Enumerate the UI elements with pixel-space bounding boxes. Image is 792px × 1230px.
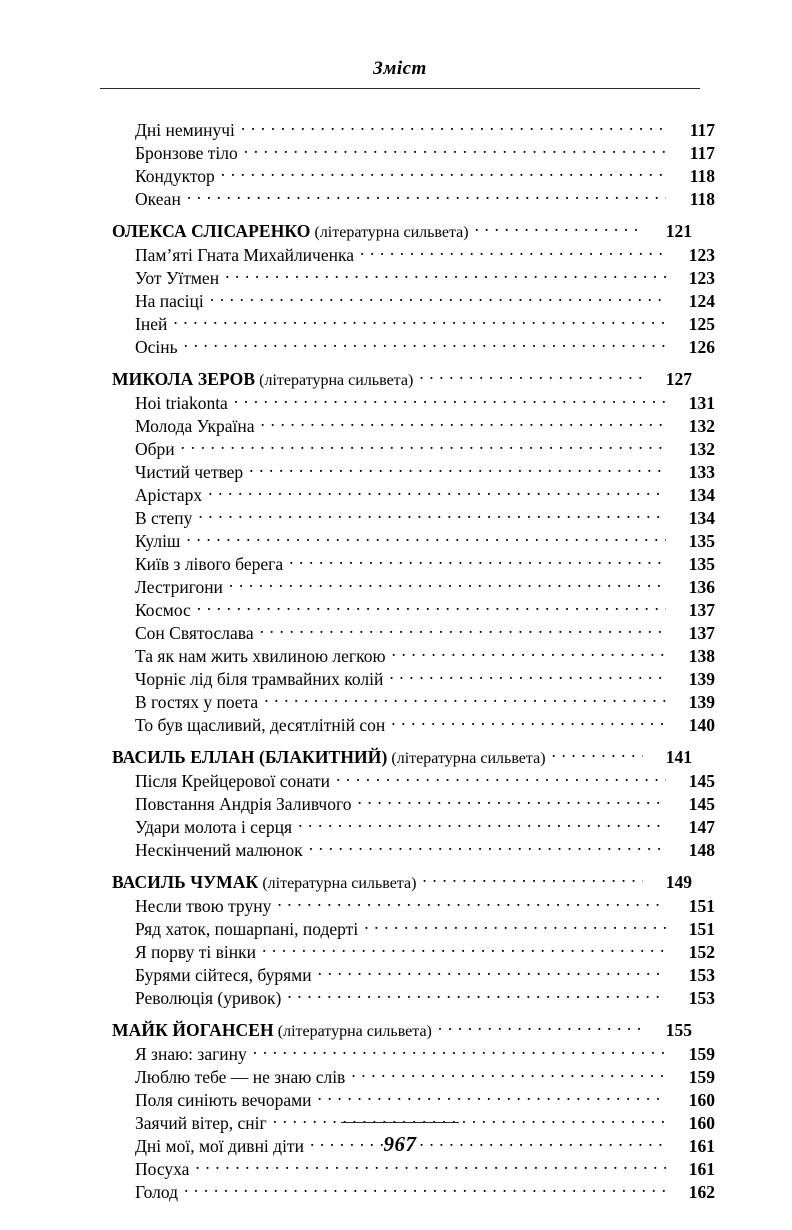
dot-leader xyxy=(357,792,666,810)
toc-entry-row[interactable] xyxy=(100,598,715,621)
toc-page-number: 139 xyxy=(688,668,715,689)
toc-section-row[interactable] xyxy=(100,367,692,391)
dot-leader xyxy=(184,335,666,353)
toc-entry-row[interactable] xyxy=(100,792,715,815)
toc-entry-row[interactable] xyxy=(100,335,715,358)
toc-section-row[interactable] xyxy=(100,1018,692,1042)
dot-leader xyxy=(273,1111,666,1129)
toc-entry-label: Революція (уривок) xyxy=(135,987,282,1008)
toc-entry-label: На пасіці xyxy=(135,290,204,311)
toc-section-title: МИКОЛА ЗЕРОВ xyxy=(112,368,256,389)
toc-entry-row[interactable] xyxy=(100,312,715,335)
dot-leader xyxy=(364,917,666,935)
dot-leader xyxy=(422,870,643,888)
dot-leader xyxy=(173,312,666,330)
dot-leader xyxy=(181,437,666,455)
toc-entry-label: Дні мої, мої дивні діти xyxy=(135,1135,304,1156)
toc-entry-row[interactable] xyxy=(100,1042,715,1065)
toc-page-number: 140 xyxy=(688,714,715,735)
toc-entry-label: Пам’яті Гната Михайличенка xyxy=(135,244,354,265)
page-folio: 967 xyxy=(383,1132,417,1156)
toc-entry-row[interactable] xyxy=(100,141,715,164)
toc-page-number: 139 xyxy=(688,691,715,712)
toc-page-number: 134 xyxy=(688,484,715,505)
toc-entry-row[interactable] xyxy=(100,1065,715,1088)
toc-entry-row[interactable] xyxy=(100,713,715,736)
toc-entry-label xyxy=(112,369,417,392)
dot-leader xyxy=(208,483,666,501)
toc-section-subtitle: (літературна сильвета) xyxy=(310,223,469,241)
toc-entry-label: Люблю тебе — не знаю слів xyxy=(135,1066,346,1087)
toc-page-number: 155 xyxy=(665,1019,692,1040)
toc-page-number: 121 xyxy=(665,220,692,241)
toc-page-number: 131 xyxy=(688,392,715,413)
toc-section-title: ВАСИЛЬ ЕЛЛАН (БЛАКИТНИЙ) xyxy=(112,746,388,767)
toc-page-number: 137 xyxy=(688,599,715,620)
dot-leader xyxy=(391,713,666,731)
toc-entry-row[interactable] xyxy=(100,838,715,861)
toc-entry-label: Космос xyxy=(135,599,191,620)
dot-leader xyxy=(351,1065,666,1083)
dot-leader xyxy=(336,769,666,787)
toc-entry-label xyxy=(112,872,420,895)
toc-entry-row[interactable] xyxy=(100,986,715,1009)
toc-entry-row[interactable] xyxy=(100,690,715,713)
toc-page-number: 161 xyxy=(688,1135,715,1156)
toc-entry-label: Бронзове тіло xyxy=(135,142,238,163)
toc-entry-label: Голод xyxy=(135,1181,178,1202)
toc-page-number: 148 xyxy=(688,839,715,860)
toc-entry-row[interactable] xyxy=(100,187,715,210)
toc-page-number: 132 xyxy=(688,438,715,459)
toc-entry-label: Посуха xyxy=(135,1158,190,1179)
toc-entry-row[interactable] xyxy=(100,164,715,187)
toc-entry-row[interactable] xyxy=(100,769,715,792)
toc-entry-label: Арістарх xyxy=(135,484,203,505)
dot-leader xyxy=(392,644,666,662)
dot-leader xyxy=(260,621,666,639)
dot-leader xyxy=(249,460,666,478)
dot-leader xyxy=(187,187,666,205)
dot-leader xyxy=(221,164,666,182)
toc-entry-row[interactable] xyxy=(100,460,715,483)
toc-entry-label: Та як нам жить хвилиною легкою xyxy=(135,645,386,666)
dot-leader xyxy=(287,986,666,1004)
toc-entry-label: Кондуктор xyxy=(135,165,215,186)
toc-entry-label: Лестригони xyxy=(135,576,223,597)
toc-page-number: 118 xyxy=(689,165,715,186)
dot-leader xyxy=(318,1088,666,1106)
toc-entry-row[interactable] xyxy=(100,289,715,312)
dot-leader xyxy=(253,1042,666,1060)
toc-entry-label: Уот Уїтмен xyxy=(135,267,220,288)
toc-entry-label: Дні неминучі xyxy=(135,119,235,140)
toc-page-number: 152 xyxy=(688,941,715,962)
toc-section-row[interactable] xyxy=(100,870,692,894)
toc-entry-label: Сон Святослава xyxy=(135,622,254,643)
toc-entry-row[interactable] xyxy=(100,391,715,414)
toc-entry-label: Я знаю: загину xyxy=(135,1043,247,1064)
toc-entry-row[interactable] xyxy=(100,575,715,598)
dot-leader xyxy=(318,963,666,981)
toc-entry-row[interactable] xyxy=(100,963,715,986)
toc-entry-label: Hoi triakonta xyxy=(135,392,228,413)
toc-page-number: 151 xyxy=(688,895,715,916)
toc-page-number: 124 xyxy=(688,290,715,311)
toc-entry-label xyxy=(112,221,473,244)
toc-entry-label: Молода Україна xyxy=(135,415,255,436)
dot-leader xyxy=(360,243,666,261)
toc-entry-row[interactable] xyxy=(100,506,715,529)
toc-entry-label: Заячий вітер, сніг xyxy=(135,1112,267,1133)
dot-leader xyxy=(289,552,666,570)
dot-leader xyxy=(261,414,666,432)
dot-leader xyxy=(419,367,643,385)
dot-leader xyxy=(309,838,666,856)
dot-leader xyxy=(241,118,666,136)
dot-leader xyxy=(195,1157,666,1175)
toc-page-number: 138 xyxy=(688,645,715,666)
toc-page-number: 126 xyxy=(688,336,715,357)
header-divider xyxy=(100,88,700,89)
toc-page-number: 135 xyxy=(688,530,715,551)
dot-leader xyxy=(210,289,666,307)
toc-entry-row[interactable] xyxy=(100,118,715,141)
toc-page-number: 145 xyxy=(688,793,715,814)
toc-section-subtitle: (літературна сильвета) xyxy=(387,749,546,767)
toc-entry-row[interactable] xyxy=(100,414,715,437)
toc-entry-row[interactable] xyxy=(100,552,715,575)
toc-page-number: 136 xyxy=(688,576,715,597)
toc-page-number: 125 xyxy=(688,313,715,334)
toc-entry-row[interactable] xyxy=(100,243,715,266)
dot-leader xyxy=(389,667,666,685)
toc-page-number: 135 xyxy=(688,553,715,574)
toc-page-number: 118 xyxy=(689,188,715,209)
toc-entry-row[interactable] xyxy=(100,1157,715,1180)
dot-leader xyxy=(229,575,666,593)
toc-page-number: 147 xyxy=(688,816,715,837)
footer-divider xyxy=(341,1122,459,1123)
toc-entry-row[interactable] xyxy=(100,644,715,667)
page-title: Зміст xyxy=(373,58,427,79)
dot-leader xyxy=(244,141,666,159)
toc-entry-row[interactable] xyxy=(100,529,715,552)
dot-leader xyxy=(552,745,643,763)
dot-leader xyxy=(186,529,666,547)
toc-page-number: 151 xyxy=(688,918,715,939)
toc-section-subtitle: (літературна сильвета) xyxy=(255,371,414,389)
toc-entry-label: Несли твою труну xyxy=(135,895,272,916)
toc-page-number: 162 xyxy=(688,1181,715,1202)
toc-page-number: 123 xyxy=(688,267,715,288)
toc-entry-label: Київ з лівого берега xyxy=(135,553,284,574)
toc-page-number: 161 xyxy=(688,1158,715,1179)
toc-entry-row[interactable] xyxy=(100,1088,715,1111)
toc-page-number: 141 xyxy=(665,746,692,767)
toc-entry-label xyxy=(112,747,550,770)
table-of-contents xyxy=(100,118,715,1203)
dot-leader xyxy=(198,506,666,524)
toc-page-number: 123 xyxy=(688,244,715,265)
toc-entry-row[interactable] xyxy=(100,483,715,506)
toc-section-title: ОЛЕКСА СЛІСАРЕНКО xyxy=(112,220,311,241)
dot-leader xyxy=(184,1180,666,1198)
toc-entry-label: Обри xyxy=(135,438,175,459)
toc-page-number: 117 xyxy=(689,119,715,140)
toc-entry-row[interactable] xyxy=(100,621,715,644)
toc-section-subtitle: (літературна сильвета) xyxy=(258,874,417,892)
toc-entry-label: Повстання Андрія Заливчого xyxy=(135,793,352,814)
toc-entry-row[interactable] xyxy=(100,815,715,838)
toc-entry-label: Куліш xyxy=(135,530,181,551)
dot-leader xyxy=(225,266,666,284)
toc-section-title: МАЙК ЙОГАНСЕН xyxy=(112,1019,274,1040)
toc-page-number: 153 xyxy=(688,987,715,1008)
dot-leader xyxy=(298,815,666,833)
toc-section-row[interactable] xyxy=(100,219,692,243)
toc-page-number: 127 xyxy=(665,368,692,389)
toc-entry-label: То був щасливий, десятлітній сон xyxy=(135,714,386,735)
dot-leader xyxy=(277,894,666,912)
toc-page-number: 159 xyxy=(688,1066,715,1087)
dot-leader xyxy=(262,940,666,958)
toc-entry-label: В степу xyxy=(135,507,193,528)
toc-section-subtitle: (літературна сильвета) xyxy=(273,1022,432,1040)
toc-page-number: 153 xyxy=(688,964,715,985)
toc-entry-row[interactable] xyxy=(100,894,715,917)
toc-page-number: 160 xyxy=(688,1112,715,1133)
toc-entry-label: Після Крейцерової сонати xyxy=(135,770,330,791)
dot-leader xyxy=(234,391,666,409)
toc-entry-label: В гостях у поета xyxy=(135,691,259,712)
toc-entry-row[interactable] xyxy=(100,437,715,460)
toc-entry-label: Бурями сійтеся, бурями xyxy=(135,964,312,985)
dot-leader xyxy=(197,598,666,616)
toc-entry-label: Іней xyxy=(135,313,168,334)
toc-entry-label: Я порву ті вінки xyxy=(135,941,256,962)
dot-leader xyxy=(438,1018,643,1036)
toc-page-number: 133 xyxy=(688,461,715,482)
toc-page-number: 137 xyxy=(688,622,715,643)
toc-entry-row[interactable] xyxy=(100,667,715,690)
toc-page-number: 132 xyxy=(688,415,715,436)
dot-leader xyxy=(264,690,666,708)
toc-entry-row[interactable] xyxy=(100,917,715,940)
toc-page-number: 160 xyxy=(688,1089,715,1110)
dot-leader xyxy=(475,219,643,237)
toc-page-number: 134 xyxy=(688,507,715,528)
toc-section-row[interactable] xyxy=(100,745,692,769)
toc-entry-label: Чистий четвер xyxy=(135,461,244,482)
toc-entry-label: Океан xyxy=(135,188,181,209)
toc-entry-row[interactable] xyxy=(100,266,715,289)
toc-entry-label: Ряд хаток, пошарпані, подерті xyxy=(135,918,359,939)
toc-page-number: 145 xyxy=(688,770,715,791)
toc-entry-label: Чорніє лід біля трамвайних колій xyxy=(135,668,384,689)
toc-entry-row[interactable] xyxy=(100,1180,715,1203)
toc-page-number: 117 xyxy=(689,142,715,163)
toc-page-number: 149 xyxy=(665,871,692,892)
running-head xyxy=(100,56,700,82)
toc-entry-label: Поля синіють вечорами xyxy=(135,1089,312,1110)
toc-page-number: 159 xyxy=(688,1043,715,1064)
toc-section-title: ВАСИЛЬ ЧУМАК xyxy=(112,871,259,892)
toc-entry-label: Осінь xyxy=(135,336,178,357)
toc-entry-label: Нескінчений малюнок xyxy=(135,839,303,860)
toc-entry-label: Удари молота і серця xyxy=(135,816,293,837)
toc-entry-label xyxy=(112,1020,436,1043)
toc-entry-row[interactable] xyxy=(100,940,715,963)
